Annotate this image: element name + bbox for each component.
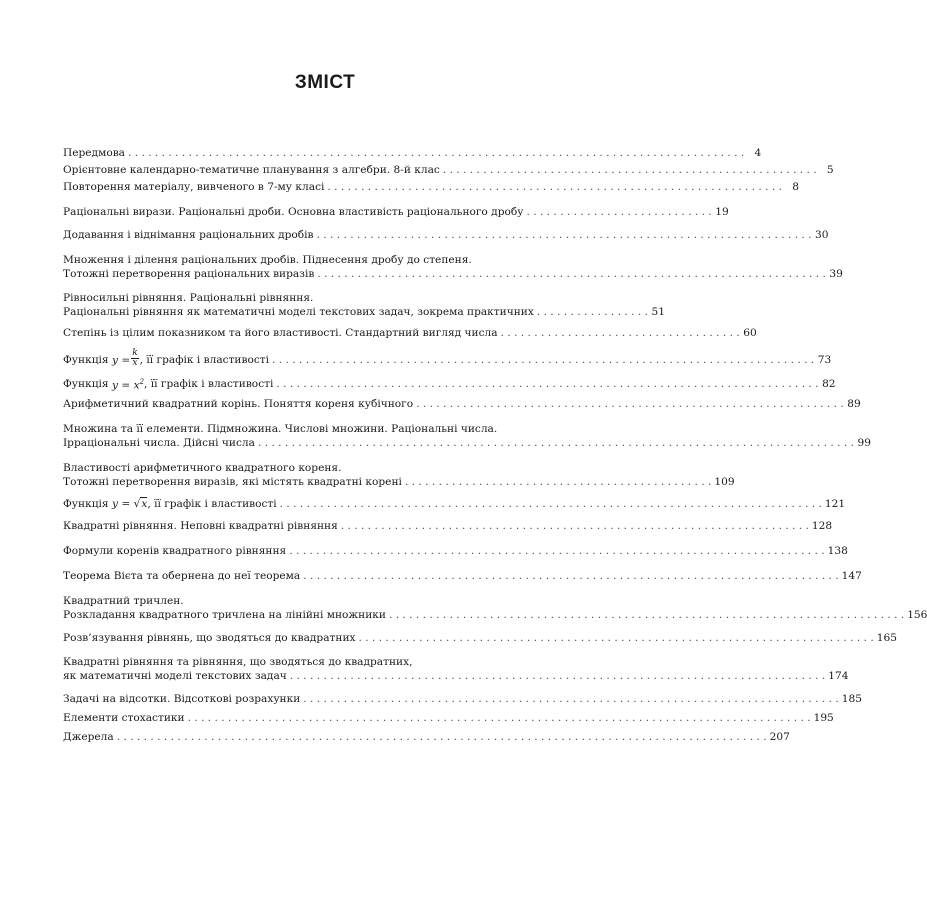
- fraction-numerator: k: [132, 347, 138, 358]
- toc-page-number: 138: [827, 545, 848, 557]
- dot-leader: . . . . . . . . . . . . . . . . .: [536, 306, 648, 318]
- toc-page-number: 185: [841, 693, 862, 705]
- formula-parabola: [112, 375, 144, 393]
- dot-leader: . . . . . . . . . . . . . . . . . . . . . . . . . . . . . . . . . . . . . . . . . . . . . .: [404, 476, 712, 488]
- toc-entry-text: , її графік і властивості: [144, 378, 274, 390]
- dot-leader: . . . . . . . . . . . . . . . . . . . . . . . . . . . . . . . . . . . . . . . . . . . . . . . . . . . . . . . . . . . . . . . . . . . . . . . . . . . . . . . .: [303, 693, 839, 705]
- toc-entry-text: Функція: [63, 498, 109, 510]
- toc-entry-text: Функція: [63, 378, 109, 390]
- toc-page-number: 207: [769, 731, 790, 743]
- toc-page-number: 174: [828, 670, 849, 682]
- toc-entry-text: Задачі на відсотки. Відсоткові розрахунки: [63, 693, 301, 705]
- toc-entry-text: Орієнтовне календарно-тематичне планування з алгебри. 8-й клас: [63, 164, 440, 176]
- toc-entry-text: Степінь із цілим показником та його властивості. Стандартний вигляд числа: [63, 327, 498, 339]
- dot-leader: . . . . . . . . . . . . . . . . . . . . . . . . . . . . . . . . . . . . . . . . . . . . . . . . . . . . . . . .: [442, 164, 817, 176]
- toc-entry[interactable]: [63, 544, 848, 558]
- toc-entry[interactable]: [63, 347, 832, 371]
- formula-exponent: 2: [139, 378, 145, 387]
- toc-entry-text: Множина та її елементи. Підмножина. Числові множини. Раціональні числа.: [63, 423, 498, 435]
- toc-entry-text: Арифметичний квадратний корінь. Поняття кореня кубічного: [63, 398, 414, 410]
- toc-entry-text: Джерела: [63, 731, 114, 743]
- toc-entry-text: , її графік і властивості: [139, 354, 270, 366]
- toc-entry[interactable]: [63, 291, 665, 319]
- dot-leader: . . . . . . . . . . . . . . . . . . . . . . . . . . . . . . . . . . . . . . . . . . . . . . . . . . . . . . . . . . . . . . . . . . . . . . . . . . . . . . . . . . . . . . . . . . . .: [127, 147, 745, 159]
- toc-entry-text: Теорема Вієта та обернена до неї теорема: [63, 570, 301, 582]
- toc-entry[interactable]: [63, 655, 849, 683]
- toc-page-number: 5: [826, 164, 834, 176]
- toc-entry[interactable]: [63, 376, 836, 392]
- toc-entry-text: Множення і ділення раціональних дробів. Піднесення дробу до степеня.: [63, 254, 472, 266]
- formula-square-root: [112, 497, 147, 511]
- toc-page-number: 89: [847, 398, 861, 410]
- toc-entry[interactable]: [63, 711, 834, 725]
- dot-leader: . . . . . . . . . . . . . . . . . . . . . . . . . . . . . . . . . . . . . . . . . . . . . . . . . . . . . . . . . . . . . . . . . . . . . . . . . . . . . . . . . . . . . . . . . . . . . . . . .: [116, 731, 767, 743]
- table-of-contents: [63, 146, 927, 744]
- toc-page-number: 19: [715, 206, 729, 218]
- toc-entry[interactable]: [63, 730, 790, 744]
- toc-entry[interactable]: [63, 326, 757, 340]
- toc-entry-text: Властивості арифметичного квадратного кореня.: [63, 462, 342, 474]
- toc-entry-text: Розкладання квадратного тричлена на лінійні множники: [63, 609, 386, 621]
- toc-page-number: 4: [754, 147, 762, 159]
- dot-leader: . . . . . . . . . . . . . . . . . . . . . . . . . . . . . . . . . . . . . . . . . . . . . . . . . . . . . . . . . . . . . . . . . . . . . . . . . . . . .: [388, 609, 905, 621]
- sqrt-icon: √: [133, 498, 141, 510]
- toc-page-number: 128: [811, 520, 833, 532]
- toc-entry-text: Ірраціональні числа. Дійсні числа: [63, 437, 255, 449]
- toc-entry-text: Повторення матеріалу, вивченого в 7-му класі: [63, 181, 325, 193]
- formula-part: x: [141, 498, 148, 510]
- toc-page-number: 82: [822, 378, 836, 390]
- toc-entry-text: Тотожні перетворення раціональних виразів: [63, 268, 315, 280]
- toc-entry[interactable]: [63, 205, 729, 219]
- dot-leader: . . . . . . . . . . . . . . . . . . . . . . . . . . . . . . . . . . . . . . . . . . . . . . . . . . . . . . . . . . . . . . . . . . . . . .: [340, 520, 809, 532]
- toc-entry[interactable]: [63, 692, 862, 706]
- toc-page-number: 165: [876, 632, 897, 644]
- formula-part: y =: [111, 498, 131, 510]
- toc-page-number: 109: [714, 476, 735, 488]
- dot-leader: . . . . . . . . . . . . . . . . . . . . . . . . . . . . . . . . . . . . . . . . . . . . . . . . . . . . . . . . . . . . . . . . . . . . . . . . . . . . . . . .: [303, 570, 839, 582]
- toc-entry-text: Передмова: [63, 147, 125, 159]
- toc-entry-text: Розв’язування рівнянь, що зводяться до квадратних: [63, 632, 356, 644]
- toc-entry[interactable]: [63, 422, 872, 450]
- toc-entry-text: , її графік і властивості: [147, 498, 277, 510]
- dot-leader: . . . . . . . . . . . . . . . . . . . . . . . . . . . . . . . . . . . .: [500, 327, 740, 339]
- dot-leader: . . . . . . . . . . . . . . . . . . . . . . . . . . . . . . . . . . . . . . . . . . . . . . . . . . . . . . . . . . . . . . . . . . . . . . . . . . . . . . . . .: [272, 354, 815, 366]
- formula-part: x: [133, 379, 140, 392]
- dot-leader: . . . . . . . . . . . . . . . . . . . . . . . . . . . . . . . . . . . . . . . . . . . . . . . . . . . . . . . . . . . . . . . .: [416, 398, 844, 410]
- toc-entry-text: Формули коренів квадратного рівняння: [63, 545, 287, 557]
- toc-entry[interactable]: [63, 228, 829, 242]
- toc-page-number: 195: [813, 712, 834, 724]
- dot-leader: . . . . . . . . . . . . . . . . . . . . . . . . . . . . . . . . . . . . . . . . . . . . . . . . . . . . . . . . . . . . . . . . . . . . . . . . . . . . . . . . . . . . . . . . .: [257, 437, 855, 449]
- toc-entry[interactable]: [63, 496, 846, 512]
- dot-leader: . . . . . . . . . . . . . . . . . . . . . . . . . . . . . . . . . . . . . . . . . . . . . . . . . . . . . . . . . . . . . . . . . . . . . . . . . . . .: [317, 268, 826, 280]
- toc-page-number: 51: [651, 306, 665, 318]
- page-title: ЗМІСТ: [294, 72, 356, 93]
- dot-leader: . . . . . . . . . . . . . . . . . . . . . . . . . . . .: [526, 206, 712, 218]
- toc-entry-text: Квадратний тричлен.: [63, 595, 184, 607]
- toc-page-number: 121: [824, 498, 846, 510]
- toc-entry[interactable]: [63, 519, 833, 533]
- toc-entry[interactable]: [63, 397, 861, 411]
- toc-entry-text: Квадратні рівняння. Неповні квадратні рівняння: [63, 520, 338, 532]
- toc-entry[interactable]: [63, 163, 834, 177]
- toc-entry-text: Функція: [63, 354, 109, 366]
- toc-page-number: 73: [817, 354, 832, 366]
- dot-leader: . . . . . . . . . . . . . . . . . . . . . . . . . . . . . . . . . . . . . . . . . . . . . . . . . . . . . . . . . . . . . . . . . . . .: [327, 181, 782, 193]
- toc-entry[interactable]: [63, 594, 927, 622]
- toc-entry[interactable]: [63, 180, 799, 194]
- dot-leader: . . . . . . . . . . . . . . . . . . . . . . . . . . . . . . . . . . . . . . . . . . . . . . . . . . . . . . . . . . . . . . . . . . . . . . . . . . . . .: [358, 632, 874, 644]
- toc-entry-text: Раціональні вирази. Раціональні дроби. Основна властивість раціонального дробу: [63, 206, 524, 218]
- dot-leader: . . . . . . . . . . . . . . . . . . . . . . . . . . . . . . . . . . . . . . . . . . . . . . . . . . . . . . . . . . . . . . . . . . . . . . . . . .: [316, 229, 812, 241]
- fraction: [131, 349, 138, 368]
- formula-part: y =: [111, 354, 131, 366]
- dot-leader: . . . . . . . . . . . . . . . . . . . . . . . . . . . . . . . . . . . . . . . . . . . . . . . . . . . . . . . . . . . . . . . . . . . . . . . . . . . . . . . . . . . . . . . . . . . . .: [187, 712, 811, 724]
- dot-leader: . . . . . . . . . . . . . . . . . . . . . . . . . . . . . . . . . . . . . . . . . . . . . . . . . . . . . . . . . . . . . . . . . . . . . . . . . . . . . . . . .: [276, 378, 819, 390]
- toc-entry[interactable]: [63, 253, 843, 281]
- toc-page-number: 60: [743, 327, 757, 339]
- toc-entry-text: Елементи стохастики: [63, 712, 185, 724]
- toc-page-number: 156: [907, 609, 927, 621]
- formula-part: y =: [111, 379, 131, 392]
- dot-leader: . . . . . . . . . . . . . . . . . . . . . . . . . . . . . . . . . . . . . . . . . . . . . . . . . . . . . . . . . . . . . . . . . . . . . . . . . . . . . . . .: [289, 670, 826, 682]
- toc-entry-text: Додавання і віднімання раціональних дробів: [63, 229, 314, 241]
- toc-entry[interactable]: [63, 569, 862, 583]
- fraction-denominator: x: [132, 357, 138, 368]
- formula-hyperbola: [111, 347, 140, 368]
- toc-page-number: 147: [841, 570, 862, 582]
- dot-leader: . . . . . . . . . . . . . . . . . . . . . . . . . . . . . . . . . . . . . . . . . . . . . . . . . . . . . . . . . . . . . . . . . . . . . . . . . . . . . . . .: [289, 545, 825, 557]
- toc-entry-text: як математичні моделі текстових задач: [63, 670, 287, 682]
- toc-page-number: 30: [815, 229, 829, 241]
- toc-page-number: 8: [792, 181, 799, 193]
- toc-entry-text: Рівносильні рівняння. Раціональні рівняння.: [63, 292, 314, 304]
- toc-entry-text: Раціональні рівняння як математичні моделі текстових задач, зокрема практичних: [63, 306, 534, 318]
- toc-entry-text: Квадратні рівняння та рівняння, що зводяться до квадратних,: [63, 656, 413, 668]
- toc-entry[interactable]: [63, 146, 762, 160]
- dot-leader: . . . . . . . . . . . . . . . . . . . . . . . . . . . . . . . . . . . . . . . . . . . . . . . . . . . . . . . . . . . . . . . . . . . . . . . . . . . . . . . . .: [279, 498, 822, 510]
- toc-page-number: 99: [857, 437, 872, 449]
- toc-entry-text: Тотожні перетворення виразів, які містять квадратні корені: [63, 476, 402, 488]
- toc-page-number: 39: [829, 268, 843, 280]
- toc-entry[interactable]: [63, 631, 897, 645]
- toc-entry[interactable]: [63, 461, 735, 489]
